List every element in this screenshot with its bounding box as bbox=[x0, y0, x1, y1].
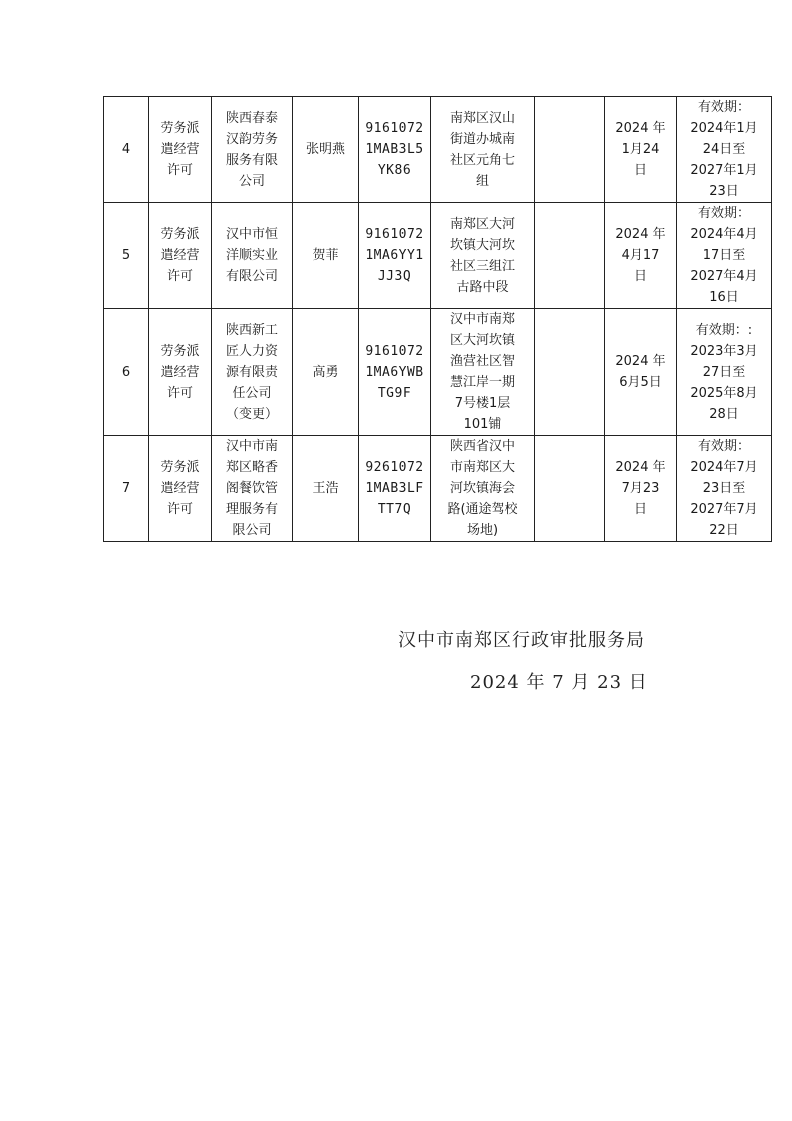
table-row bbox=[104, 203, 772, 309]
blank-cell bbox=[535, 97, 605, 203]
address: 汉中市南郑 区大河坎镇 渔营社区智 慧江岸一期 7号楼1层 101铺 bbox=[431, 309, 535, 436]
permit-type: 劳务派 遣经营 许可 bbox=[149, 203, 212, 309]
company-name: 汉中市恒 洋顺实业 有限公司 bbox=[212, 203, 293, 309]
address: 南郑区汉山 街道办城南 社区元角七 组 bbox=[431, 97, 535, 203]
blank-cell bbox=[535, 203, 605, 309]
company-name: 陕西新工 匠人力资 源有限责 任公司 （变更） bbox=[212, 309, 293, 436]
company-name: 汉中市南 郑区略香 阁餐饮管 理服务有 限公司 bbox=[212, 436, 293, 542]
permit-type: 劳务派 遣经营 许可 bbox=[149, 97, 212, 203]
legal-person: 王浩 bbox=[293, 436, 359, 542]
row-number: 6 bbox=[104, 309, 149, 436]
issue-date: 2024 年 4月17 日 bbox=[605, 203, 677, 309]
company-name: 陕西春泰 汉韵劳务 服务有限 公司 bbox=[212, 97, 293, 203]
issue-date: 2024 年 1月24 日 bbox=[605, 97, 677, 203]
validity-period: 有效期： 2024年7月 23日至 2027年7月 22日 bbox=[677, 436, 772, 542]
issue-date-footer: 2024 年 7 月 23 日 bbox=[470, 672, 648, 693]
permit-table bbox=[103, 96, 772, 542]
validity-period: 有效期： 2024年1月 24日至 2027年1月 23日 bbox=[677, 97, 772, 203]
issue-date: 2024 年 7月23 日 bbox=[605, 436, 677, 542]
table-row bbox=[104, 97, 772, 203]
validity-period: 有效期： 2024年4月 17日至 2027年4月 16日 bbox=[677, 203, 772, 309]
address: 陕西省汉中 市南郑区大 河坎镇海会 路(通途驾校 场地) bbox=[431, 436, 535, 542]
issue-date: 2024 年 6月5日 bbox=[605, 309, 677, 436]
credit-code: 9161072 1MA6YY1 JJ3Q bbox=[359, 203, 431, 309]
permit-type: 劳务派 遣经营 许可 bbox=[149, 436, 212, 542]
credit-code: 9261072 1MAB3LF TT7Q bbox=[359, 436, 431, 542]
address: 南郑区大河 坎镇大河坎 社区三组江 古路中段 bbox=[431, 203, 535, 309]
table-row bbox=[104, 309, 772, 436]
legal-person: 张明燕 bbox=[293, 97, 359, 203]
validity-period: 有效期：: 2023年3月 27日至 2025年8月 28日 bbox=[677, 309, 772, 436]
issuing-authority: 汉中市南郑区行政审批服务局 bbox=[398, 630, 645, 651]
blank-cell bbox=[535, 436, 605, 542]
permit-type: 劳务派 遣经营 许可 bbox=[149, 309, 212, 436]
legal-person: 高勇 bbox=[293, 309, 359, 436]
credit-code: 9161072 1MAB3L5 YK86 bbox=[359, 97, 431, 203]
blank-cell bbox=[535, 309, 605, 436]
legal-person: 贺菲 bbox=[293, 203, 359, 309]
credit-code: 9161072 1MA6YWB TG9F bbox=[359, 309, 431, 436]
row-number: 5 bbox=[104, 203, 149, 309]
row-number: 7 bbox=[104, 436, 149, 542]
table-row bbox=[104, 436, 772, 542]
row-number: 4 bbox=[104, 97, 149, 203]
